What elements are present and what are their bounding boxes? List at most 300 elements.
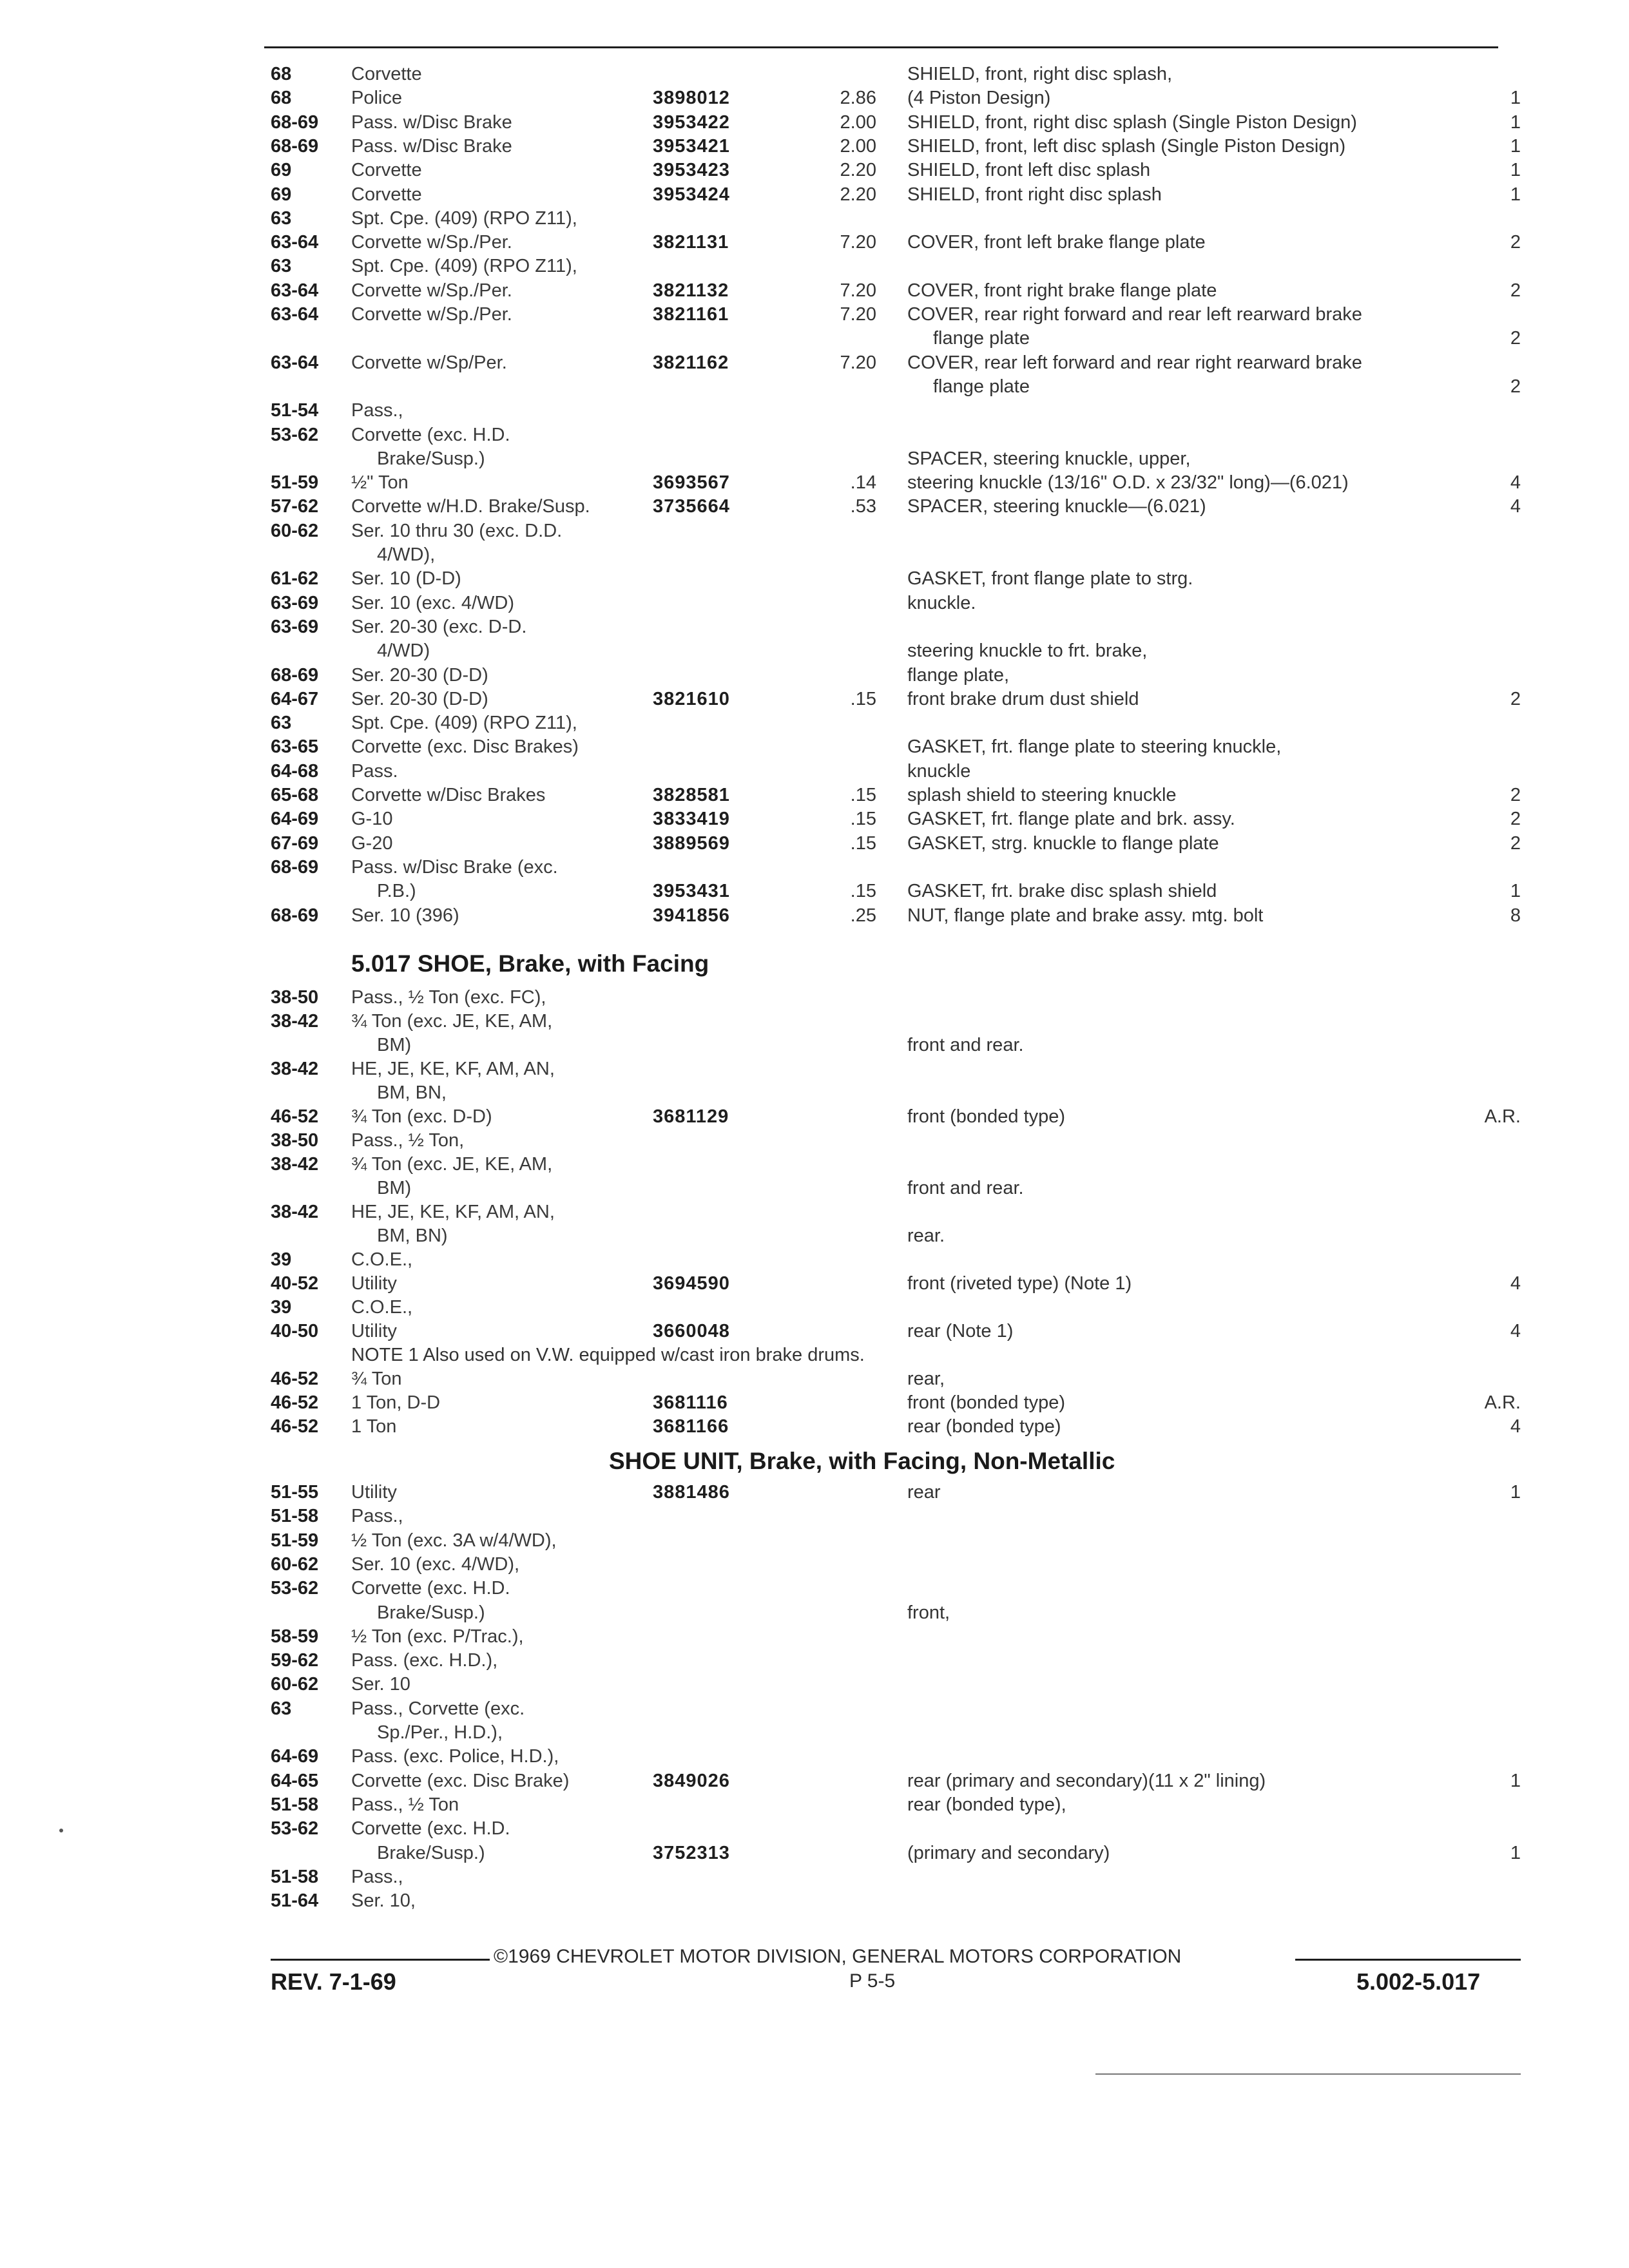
- part-description: GASKET, front flange plate to strg.: [907, 568, 1193, 590]
- model-years: 51-59: [271, 472, 319, 494]
- table-row: [0, 1529, 1629, 1553]
- application: Corvette w/Sp./Per.: [351, 280, 512, 301]
- table-row: [0, 1010, 1629, 1033]
- quantity: 2: [1510, 280, 1521, 301]
- part-description: SHIELD, front, right disc splash,: [907, 64, 1172, 84]
- part-description: front (bonded type): [907, 1106, 1066, 1127]
- part-number: 3889569: [653, 832, 730, 854]
- list-price: 7.20: [840, 304, 876, 325]
- table-row: [0, 1105, 1629, 1129]
- table-row: [0, 1320, 1629, 1343]
- table-row: [0, 495, 1629, 519]
- part-number: 3681166: [653, 1416, 729, 1437]
- application: Corvette: [351, 184, 422, 205]
- model-years: 63-64: [271, 232, 319, 253]
- list-price: .25: [850, 905, 876, 926]
- part-number: 3898012: [653, 88, 730, 109]
- note-row: [0, 1343, 1629, 1367]
- table-row: [0, 375, 1629, 399]
- section-heading: 5.017 SHOE, Brake, with Facing: [351, 950, 709, 977]
- table-row: [0, 303, 1629, 327]
- application: Utility: [351, 1321, 397, 1341]
- application: Pass., ½ Ton (exc. FC),: [351, 987, 546, 1008]
- model-years: 51-54: [271, 400, 319, 421]
- part-description: GASKET, frt. brake disc splash shield: [907, 881, 1217, 902]
- list-price: .15: [850, 785, 876, 805]
- part-number: 3953423: [653, 160, 730, 181]
- model-years: 68: [271, 64, 292, 84]
- model-years: 46-52: [271, 1106, 319, 1127]
- part-description: steering knuckle to frt. brake,: [907, 640, 1148, 662]
- table-row: [0, 62, 1629, 86]
- part-description: front (bonded type): [907, 1392, 1066, 1413]
- application: Pass.,: [351, 1866, 403, 1887]
- table-row: [0, 807, 1629, 831]
- bottom-rule-right: [1295, 1959, 1521, 1961]
- table-row: [0, 1889, 1629, 1913]
- model-years: 68-69: [271, 905, 319, 926]
- table-row: [0, 1057, 1629, 1081]
- model-years: 51-58: [271, 1506, 319, 1527]
- list-price: 7.20: [840, 232, 876, 253]
- table-row: [0, 1817, 1629, 1841]
- table-row: [0, 832, 1629, 856]
- application: ¾ Ton (exc. D-D): [351, 1106, 492, 1127]
- part-description: rear (bonded type): [907, 1416, 1061, 1437]
- part-description: splash shield to steering knuckle: [907, 785, 1177, 805]
- table-row: [0, 735, 1629, 759]
- table-row: [0, 231, 1629, 255]
- footnote: NOTE 1 Also used on V.W. equipped w/cast iron brake drums.: [351, 1345, 865, 1365]
- application: Brake/Susp.): [377, 1602, 485, 1623]
- application: ½" Ton: [351, 472, 409, 494]
- quantity: 2: [1510, 832, 1521, 854]
- application: Pass.,: [351, 400, 403, 421]
- part-number: 3941856: [653, 905, 730, 926]
- part-description: rear (Note 1): [907, 1321, 1014, 1341]
- application: Brake/Susp.): [377, 448, 485, 469]
- table-row: [0, 447, 1629, 471]
- application: Ser. 20-30 (exc. D-D.: [351, 616, 527, 637]
- application: Corvette (exc. H.D.: [351, 424, 510, 445]
- model-years: 53-62: [271, 424, 319, 445]
- application: ¾ Ton: [351, 1369, 402, 1389]
- section-heading: SHOE UNIT, Brake, with Facing, Non-Metallic: [609, 1448, 1115, 1474]
- table-row: [0, 159, 1629, 182]
- application: HE, JE, KE, KF, AM, AN,: [351, 1059, 555, 1079]
- table-row: [0, 1601, 1629, 1625]
- list-price: 7.20: [840, 280, 876, 301]
- part-number: 3821162: [653, 352, 729, 373]
- model-years: 68-69: [271, 856, 319, 878]
- quantity: 4: [1510, 496, 1521, 517]
- application: Pass. w/Disc Brake: [351, 111, 512, 133]
- table-row: [0, 327, 1629, 351]
- part-description: SHIELD, front right disc splash: [907, 184, 1162, 205]
- application: Corvette w/Sp./Per.: [351, 232, 512, 253]
- model-years: 63-64: [271, 280, 319, 301]
- table-row: [0, 1841, 1629, 1865]
- part-description: front,: [907, 1602, 950, 1623]
- table-row: [0, 1367, 1629, 1391]
- application: Utility: [351, 1482, 397, 1503]
- part-description: rear,: [907, 1369, 945, 1389]
- part-number: 3881486: [653, 1482, 730, 1503]
- part-description: (primary and secondary): [907, 1842, 1110, 1863]
- application: Ser. 10 (exc. 4/WD),: [351, 1553, 520, 1575]
- part-description: rear (primary and secondary)(11 x 2" lining): [907, 1770, 1266, 1791]
- table-row: [0, 255, 1629, 278]
- table-row: [0, 615, 1629, 639]
- model-years: 68-69: [271, 135, 319, 157]
- application: Police: [351, 88, 402, 109]
- model-years: 46-52: [271, 1369, 319, 1389]
- table-row: [0, 711, 1629, 735]
- model-years: 68: [271, 88, 292, 109]
- application: Ser. 10 (exc. 4/WD): [351, 592, 515, 613]
- application: Spt. Cpe. (409) (RPO Z11),: [351, 713, 577, 734]
- list-price: .53: [850, 496, 876, 517]
- part-number: 3821161: [653, 304, 729, 325]
- application: 4/WD),: [377, 544, 436, 565]
- quantity: 2: [1510, 809, 1521, 830]
- table-row: [0, 471, 1629, 495]
- quantity: 1: [1510, 184, 1521, 205]
- application: BM, BN,: [377, 1082, 447, 1103]
- table-row: [0, 1793, 1629, 1817]
- quantity: 2: [1510, 688, 1521, 709]
- part-description: GASKET, strg. knuckle to flange plate: [907, 832, 1219, 854]
- model-years: 68-69: [271, 664, 319, 686]
- table-row: [0, 279, 1629, 303]
- model-years: 64-69: [271, 1746, 319, 1767]
- model-years: 63: [271, 207, 292, 229]
- part-description: SHIELD, front, left disc splash (Single Piston Design): [907, 135, 1346, 157]
- model-years: 39: [271, 1249, 292, 1270]
- part-number: 3953431: [653, 881, 730, 902]
- application: P.B.): [377, 881, 416, 902]
- part-number: 3821610: [653, 688, 730, 709]
- table-row: [0, 1721, 1629, 1745]
- quantity: 1: [1510, 1770, 1521, 1791]
- part-description: SPACER, steering knuckle, upper,: [907, 448, 1191, 469]
- list-price: .15: [850, 809, 876, 830]
- table-row: [0, 904, 1629, 928]
- table-row: [0, 1033, 1629, 1057]
- table-row: [0, 879, 1629, 903]
- scan-speck: [59, 1829, 63, 1832]
- table-row: [0, 760, 1629, 783]
- model-years: 51-64: [271, 1890, 319, 1912]
- application: Pass. (exc. H.D.),: [351, 1650, 498, 1671]
- table-row: [0, 1224, 1629, 1248]
- table-row: [0, 1673, 1629, 1696]
- part-description: COVER, rear right forward and rear left rearward brake: [907, 304, 1362, 325]
- table-row: [0, 1504, 1629, 1528]
- application: Pass. (exc. Police, H.D.),: [351, 1746, 559, 1767]
- application: Spt. Cpe. (409) (RPO Z11),: [351, 256, 577, 277]
- table-row: [0, 639, 1629, 663]
- application: 4/WD): [377, 640, 430, 662]
- model-years: 38-42: [271, 1154, 319, 1175]
- bottom-rule-left: [271, 1959, 490, 1961]
- table-row: [0, 1577, 1629, 1600]
- model-years: 63-69: [271, 592, 319, 613]
- part-description: (4 Piston Design): [907, 88, 1051, 109]
- application: Corvette (exc. H.D.: [351, 1818, 510, 1840]
- model-years: 64-69: [271, 809, 319, 830]
- application: Spt. Cpe. (409) (RPO Z11),: [351, 207, 577, 229]
- model-years: 63-64: [271, 352, 319, 373]
- quantity: 4: [1510, 1416, 1521, 1437]
- list-price: .15: [850, 881, 876, 902]
- model-years: 60-62: [271, 1674, 319, 1695]
- part-number: 3821131: [653, 232, 729, 253]
- quantity: 8: [1510, 905, 1521, 926]
- quantity: 2: [1510, 232, 1521, 253]
- model-years: 64-67: [271, 688, 319, 709]
- table-row: [0, 399, 1629, 423]
- table-row: [0, 1697, 1629, 1721]
- list-price: 2.86: [840, 88, 876, 109]
- list-price: .15: [850, 832, 876, 854]
- model-years: 38-42: [271, 1059, 319, 1079]
- table-row: [0, 1153, 1629, 1177]
- model-years: 63: [271, 256, 292, 277]
- revision-date: REV. 7-1-69: [271, 1968, 396, 1995]
- table-row: [0, 519, 1629, 543]
- page-number: P 5-5: [849, 1970, 896, 1992]
- list-price: .14: [850, 472, 876, 494]
- part-number: 3693567: [653, 472, 730, 494]
- model-years: 64-68: [271, 760, 319, 782]
- table-row: [0, 1129, 1629, 1153]
- application: HE, JE, KE, KF, AM, AN,: [351, 1202, 555, 1222]
- table-row: [0, 351, 1629, 375]
- quantity: 4: [1510, 472, 1521, 494]
- section-range: 5.002-5.017: [1356, 1968, 1481, 1995]
- part-number: 3953422: [653, 111, 730, 133]
- table-row: [0, 1769, 1629, 1793]
- application: Pass. w/Disc Brake: [351, 135, 512, 157]
- table-row: [0, 1481, 1629, 1504]
- table-row: [0, 111, 1629, 135]
- part-description: flange plate: [933, 376, 1030, 397]
- application: Pass., ½ Ton: [351, 1794, 459, 1815]
- application: Ser. 10: [351, 1674, 410, 1695]
- part-number: 3735664: [653, 496, 730, 517]
- table-row: [0, 86, 1629, 110]
- model-years: 38-42: [271, 1202, 319, 1222]
- application: Corvette (exc. H.D.: [351, 1578, 510, 1599]
- quantity: 1: [1510, 160, 1521, 181]
- model-years: 60-62: [271, 1553, 319, 1575]
- part-number: 3833419: [653, 809, 730, 830]
- application: ½ Ton (exc. P/Trac.),: [351, 1626, 524, 1647]
- list-price: 2.20: [840, 184, 876, 205]
- application: C.O.E.,: [351, 1297, 413, 1318]
- quantity: 1: [1510, 1842, 1521, 1863]
- application: Ser. 20-30 (D-D): [351, 664, 488, 686]
- part-description: SPACER, steering knuckle—(6.021): [907, 496, 1206, 517]
- model-years: 38-42: [271, 1011, 319, 1032]
- application: 1 Ton, D-D: [351, 1392, 441, 1413]
- model-years: 51-58: [271, 1794, 319, 1815]
- part-number: 3828581: [653, 785, 730, 805]
- application: ¾ Ton (exc. JE, KE, AM,: [351, 1154, 553, 1175]
- application: Ser. 10 (396): [351, 905, 459, 926]
- part-number: 3681116: [653, 1392, 728, 1413]
- quantity: A.R.: [1484, 1106, 1521, 1127]
- part-number: 3821132: [653, 280, 729, 301]
- model-years: 69: [271, 184, 292, 205]
- top-rule: [264, 46, 1498, 48]
- quantity: 4: [1510, 1273, 1521, 1294]
- model-years: 59-62: [271, 1650, 319, 1671]
- table-row: [0, 1391, 1629, 1415]
- model-years: 46-52: [271, 1392, 319, 1413]
- part-description: flange plate,: [907, 664, 1010, 686]
- list-price: .15: [850, 688, 876, 709]
- application: Corvette (exc. Disc Brakes): [351, 736, 579, 758]
- application: ¾ Ton (exc. JE, KE, AM,: [351, 1011, 553, 1032]
- application: Utility: [351, 1273, 397, 1294]
- application: Corvette w/Sp/Per.: [351, 352, 507, 373]
- table-row: [0, 1177, 1629, 1200]
- model-years: 38-50: [271, 987, 319, 1008]
- application: Corvette w/H.D. Brake/Susp.: [351, 496, 590, 517]
- table-row: [0, 664, 1629, 687]
- table-row: [0, 1649, 1629, 1673]
- application: Pass.: [351, 760, 398, 782]
- application: Ser. 10,: [351, 1890, 416, 1912]
- quantity: 1: [1510, 881, 1521, 902]
- part-description: front (riveted type) (Note 1): [907, 1273, 1132, 1294]
- model-years: 67-69: [271, 832, 319, 854]
- part-description: front and rear.: [907, 1035, 1024, 1055]
- part-number: 3660048: [653, 1321, 730, 1341]
- application: Corvette (exc. Disc Brake): [351, 1770, 570, 1791]
- model-years: 53-62: [271, 1818, 319, 1840]
- model-years: 40-52: [271, 1273, 319, 1294]
- quantity: 1: [1510, 135, 1521, 157]
- part-description: front brake drum dust shield: [907, 688, 1139, 709]
- application: BM): [377, 1035, 412, 1055]
- table-row: [0, 1248, 1629, 1272]
- table-row: [0, 1865, 1629, 1889]
- list-price: 2.20: [840, 160, 876, 181]
- part-number: 3694590: [653, 1273, 730, 1294]
- model-years: 64-65: [271, 1770, 319, 1791]
- model-years: 63-64: [271, 304, 319, 325]
- part-description: steering knuckle (13/16" O.D. x 23/32" long)—(6.021): [907, 472, 1349, 494]
- part-description: rear: [907, 1482, 941, 1503]
- table-row: [0, 687, 1629, 711]
- model-years: 38-50: [271, 1130, 319, 1151]
- application: C.O.E.,: [351, 1249, 413, 1270]
- model-years: 51-59: [271, 1530, 319, 1551]
- list-price: 2.00: [840, 111, 876, 133]
- part-number: 3953424: [653, 184, 730, 205]
- table-row: [0, 1081, 1629, 1105]
- application: Corvette w/Sp./Per.: [351, 304, 512, 325]
- table-row: [0, 1200, 1629, 1224]
- quantity: 2: [1510, 376, 1521, 397]
- application: BM, BN): [377, 1225, 448, 1246]
- model-years: 57-62: [271, 496, 319, 517]
- part-description: knuckle.: [907, 592, 976, 613]
- model-years: 58-59: [271, 1626, 319, 1647]
- model-years: 63: [271, 713, 292, 734]
- quantity: 1: [1510, 88, 1521, 109]
- part-number: 3849026: [653, 1770, 730, 1791]
- part-description: flange plate: [933, 328, 1030, 349]
- application: G-20: [351, 832, 393, 854]
- model-years: 68-69: [271, 111, 319, 133]
- application: ½ Ton (exc. 3A w/4/WD),: [351, 1530, 557, 1551]
- part-description: GASKET, frt. flange plate and brk. assy.: [907, 809, 1235, 830]
- table-row: [0, 1415, 1629, 1439]
- table-row: [0, 183, 1629, 207]
- part-number: 3681129: [653, 1106, 729, 1127]
- table-row: [0, 986, 1629, 1010]
- model-years: 53-62: [271, 1578, 319, 1599]
- model-years: 69: [271, 160, 292, 181]
- table-row: [0, 1272, 1629, 1296]
- table-row: [0, 856, 1629, 879]
- table-row: [0, 783, 1629, 807]
- quantity: 1: [1510, 111, 1521, 133]
- part-description: rear (bonded type),: [907, 1794, 1066, 1815]
- part-description: COVER, front left brake flange plate: [907, 232, 1206, 253]
- application: Ser. 10 thru 30 (exc. D.D.: [351, 520, 563, 541]
- application: Corvette w/Disc Brakes: [351, 785, 546, 805]
- model-years: 40-50: [271, 1321, 319, 1341]
- model-years: 51-55: [271, 1482, 319, 1503]
- application: Ser. 10 (D-D): [351, 568, 461, 590]
- part-description: NUT, flange plate and brake assy. mtg. bolt: [907, 905, 1264, 926]
- application: Corvette: [351, 64, 422, 84]
- list-price: 7.20: [840, 352, 876, 373]
- quantity: 4: [1510, 1321, 1521, 1341]
- part-description: COVER, front right brake flange plate: [907, 280, 1217, 301]
- model-years: 61-62: [271, 568, 319, 590]
- application: Brake/Susp.): [377, 1842, 485, 1863]
- table-row: [0, 423, 1629, 447]
- quantity: 1: [1510, 1482, 1521, 1503]
- table-row: [0, 1625, 1629, 1649]
- part-description: front and rear.: [907, 1178, 1024, 1198]
- model-years: 51-58: [271, 1866, 319, 1887]
- model-years: 63: [271, 1698, 292, 1719]
- model-years: 46-52: [271, 1416, 319, 1437]
- quantity: 2: [1510, 785, 1521, 805]
- application: Pass., Corvette (exc.: [351, 1698, 525, 1719]
- table-row: [0, 135, 1629, 159]
- part-description: GASKET, frt. flange plate to steering knuckle,: [907, 736, 1282, 758]
- part-description: COVER, rear left forward and rear right rearward brake: [907, 352, 1362, 373]
- application: Sp./Per., H.D.),: [377, 1722, 503, 1743]
- model-years: 63-65: [271, 736, 319, 758]
- part-number: 3752313: [653, 1842, 730, 1863]
- part-description: SHIELD, front, right disc splash (Single Piston Design): [907, 111, 1357, 133]
- list-price: 2.00: [840, 135, 876, 157]
- part-description: knuckle: [907, 760, 971, 782]
- part-number: 3953421: [653, 135, 730, 157]
- part-description: rear.: [907, 1225, 945, 1246]
- part-description: SHIELD, front left disc splash: [907, 160, 1151, 181]
- model-years: 63-69: [271, 616, 319, 637]
